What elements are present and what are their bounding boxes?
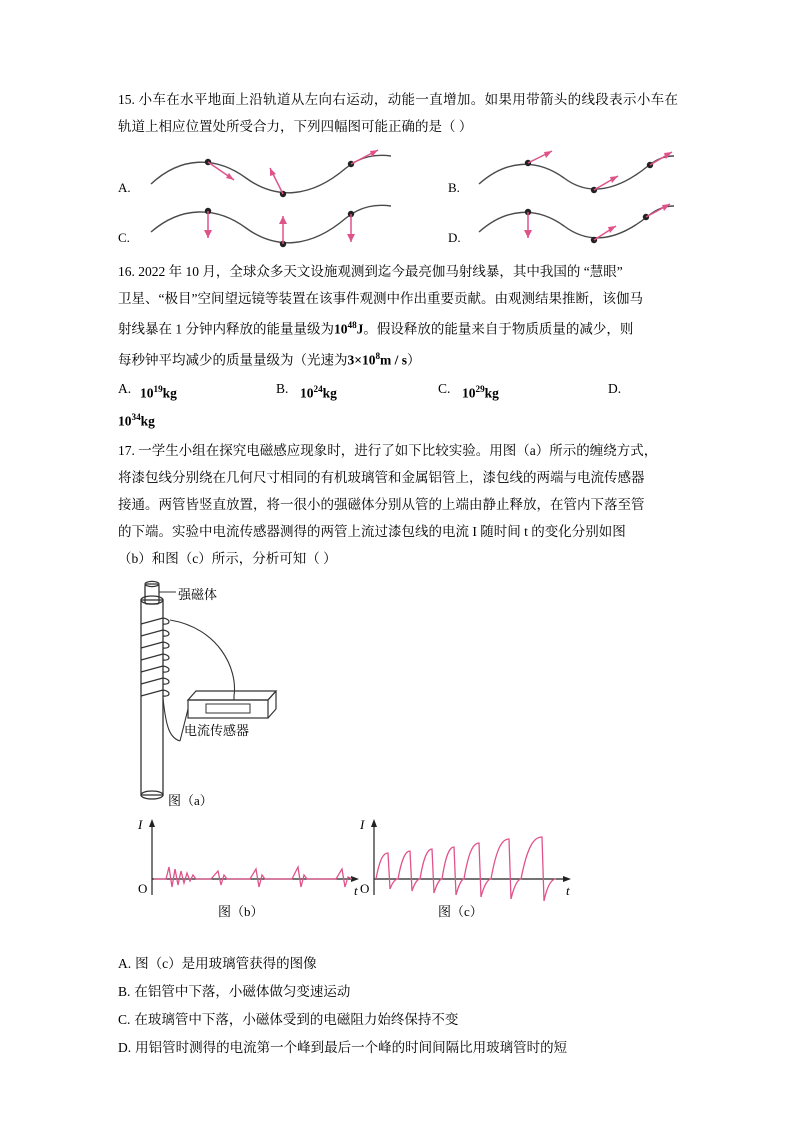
choice-c bbox=[118, 1006, 678, 1034]
choice-b-label: B. bbox=[118, 984, 131, 999]
question-16-text-3b: 。假设释放的能量来自于物质质量的减少，则 bbox=[363, 321, 634, 337]
choice-c-text: 在玻璃管中下落，小磁体受到的电磁阻力始终保持不变 bbox=[134, 1012, 459, 1027]
figure-a-apparatus bbox=[118, 578, 678, 813]
q16-option-d-label: D. bbox=[608, 381, 622, 396]
q16-option-c-value: $10^{29}kg$ bbox=[462, 384, 499, 401]
option-d-label: D. bbox=[448, 230, 461, 245]
question-17-text-2: 将漆包线分别绕在几何尺寸相同的有机玻璃管和金属铝管上，漆包线的两端与电流传感器 bbox=[118, 470, 645, 485]
question-16-text-1: 2022 年 10 月，全球众多天文设施观测到迄今最亮伽马射线暴，其中我国的 “慧眼” bbox=[138, 264, 623, 279]
question-16-answers-row2 bbox=[118, 403, 678, 431]
svg-text:O: O bbox=[138, 881, 148, 896]
question-17-text-1: 一学生小组在探究电磁感应现象时，进行了如下比较实验。用图（a）所示的缠绕方式， bbox=[138, 443, 658, 458]
question-17-number: 17. bbox=[118, 443, 135, 458]
question-17-line5 bbox=[118, 545, 678, 572]
choice-d-label: D. bbox=[118, 1040, 132, 1055]
question-17 bbox=[118, 437, 678, 1062]
energy-magnitude-exponent: 48 bbox=[347, 320, 357, 330]
question-17-text-3: 接通。两管皆竖直放置，将一很小的强磁体分别从管的上端由静止释放，在管内下落至管 bbox=[118, 497, 645, 512]
caption-figure-c: 图（c） bbox=[438, 904, 483, 919]
figures-bc-graphs bbox=[118, 817, 678, 942]
choice-b bbox=[118, 978, 678, 1006]
q16-option-a-label: A. bbox=[118, 381, 132, 396]
option-a-label: A. bbox=[118, 180, 131, 195]
q16-option-b-label: B. bbox=[276, 381, 289, 396]
svg-text:t: t bbox=[566, 883, 570, 898]
light-speed-exponent: 8 bbox=[375, 350, 381, 361]
choice-a-label: A. bbox=[118, 956, 132, 971]
question-16-text-4a: 每秒钟平均减少的质量量级为（光速为 bbox=[118, 352, 348, 367]
question-17-line2 bbox=[118, 464, 678, 491]
question-16-number: 16. bbox=[118, 264, 135, 279]
question-16-line1 bbox=[118, 258, 678, 285]
choice-b-text: 在铝管中下落，小磁体做匀变速运动 bbox=[134, 984, 351, 999]
option-b-figure bbox=[476, 148, 676, 204]
question-17-choices bbox=[118, 950, 678, 1062]
option-a-figure bbox=[146, 148, 396, 204]
question-15-body: 小车在水平地面上沿轨道从左向右运动，动能一直增加。如果用带箭头的线段表示小车在轨道上相应位置处所受合力，下列四幅图可能正确的是（ ） bbox=[118, 92, 679, 134]
question-16-text-2: 卫星、“极目”空间望远镜等装置在该事件观测中作出重要贡献。由观测结果推断，该伽马 bbox=[118, 291, 643, 306]
svg-text:t: t bbox=[354, 883, 358, 898]
svg-text:O: O bbox=[360, 881, 370, 896]
question-16-line2 bbox=[118, 285, 678, 312]
question-17-text-5: （b）和图（c）所示，分析可知（ ） bbox=[118, 551, 337, 566]
choice-d-text: 用铝管时测得的电流第一个峰到最后一个峰的时间间隔比用玻璃管时的短 bbox=[135, 1040, 568, 1055]
light-speed-unit: m / s bbox=[380, 352, 408, 367]
page-content bbox=[118, 86, 678, 1066]
question-16-line4 bbox=[118, 343, 678, 374]
svg-text:I: I bbox=[360, 817, 365, 832]
question-16-line3 bbox=[118, 312, 678, 343]
question-15 bbox=[118, 86, 678, 252]
question-16-text-4b: ） bbox=[407, 352, 421, 367]
option-d-figure bbox=[476, 198, 676, 254]
energy-magnitude-unit: J bbox=[356, 321, 364, 337]
choice-a bbox=[118, 950, 678, 978]
q16-option-c-label: C. bbox=[438, 381, 451, 396]
choice-a-text: 图（c）是用玻璃管获得的图像 bbox=[135, 956, 317, 971]
question-17-line1 bbox=[118, 437, 678, 464]
option-b-label: B. bbox=[448, 180, 460, 195]
choice-c-label: C. bbox=[118, 1012, 131, 1027]
q16-option-a-value: $10^{19}kg$ bbox=[140, 384, 177, 401]
apparatus-drawing bbox=[118, 578, 418, 813]
energy-magnitude-base: 10 bbox=[334, 321, 348, 337]
question-17-line4 bbox=[118, 518, 678, 545]
svg-text:I: I bbox=[138, 817, 143, 832]
caption-figure-b: 图（b） bbox=[218, 904, 264, 919]
light-speed-base: 3×10 bbox=[347, 352, 376, 367]
question-17-text-4: 的下端。实验中电流传感器测得的两管上流过漆包线的电流 I 随时间 t 的变化分别如图 bbox=[118, 524, 626, 539]
q16-option-d-value: $10^{34}kg$ bbox=[118, 412, 155, 429]
option-c-label: C. bbox=[118, 230, 130, 245]
question-15-text bbox=[118, 86, 678, 140]
label-current-sensor: 电流传感器 bbox=[184, 723, 250, 738]
caption-figure-a: 图（a） bbox=[168, 793, 213, 808]
question-15-figures bbox=[118, 142, 678, 252]
question-15-number: 15. bbox=[118, 92, 135, 107]
label-magnet: 强磁体 bbox=[178, 587, 218, 602]
question-16-answers-row1 bbox=[118, 375, 678, 403]
question-17-line3 bbox=[118, 491, 678, 518]
q16-option-b-value: $10^{24}kg$ bbox=[300, 384, 337, 401]
question-16 bbox=[118, 258, 678, 431]
choice-d bbox=[118, 1034, 678, 1062]
option-c-figure bbox=[146, 198, 396, 254]
question-16-text-3a: 射线暴在 1 分钟内释放的能量量级为 bbox=[118, 321, 334, 337]
